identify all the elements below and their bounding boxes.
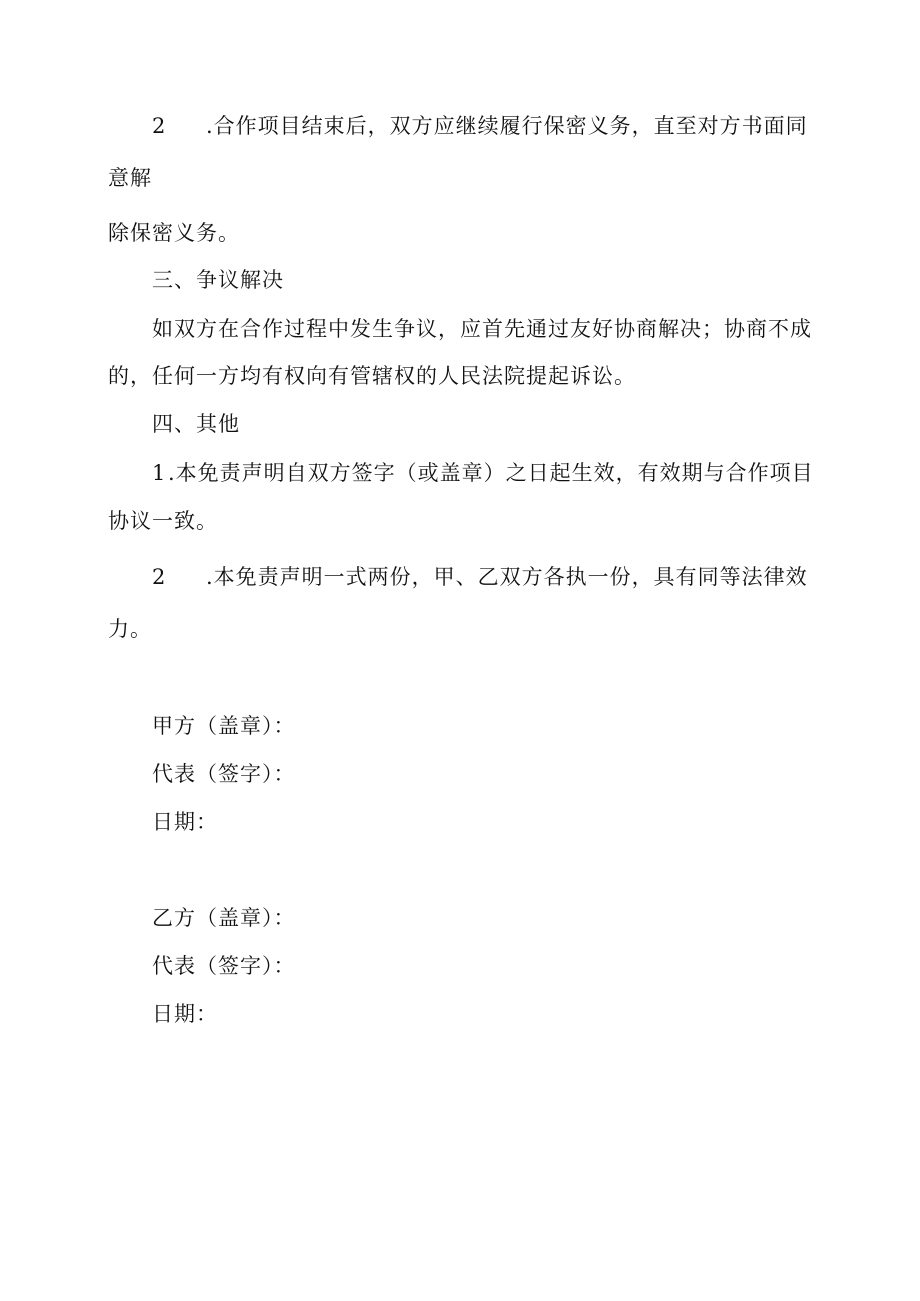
item-1-line-1: [152, 459, 814, 487]
section-heading-other: 四、其他: [152, 412, 240, 436]
item-text: .本免责声明一式两份，甲、乙双方各执一份，具有同等法律效: [206, 565, 808, 589]
party-b-date: 日期：: [152, 1002, 218, 1026]
item-text: .本免责声明自双方签字（或盖章）之日起生效，有效期与合作项目: [168, 461, 814, 485]
item-number: 1: [152, 461, 167, 485]
clause-2-line-2: 意解: [108, 166, 152, 190]
party-b-representative: 代表（签字）：: [152, 954, 296, 978]
section-heading-dispute: 三、争议解决: [152, 268, 284, 292]
item-number: 2: [152, 565, 167, 589]
item-1-line-2: 协议一致。: [108, 509, 218, 533]
clause-text: .合作项目结束后，双方应继续履行保密义务，直至对方书面同: [206, 114, 808, 138]
party-a-representative: 代表（签字）：: [152, 762, 296, 786]
item-2-line-1: [152, 563, 808, 591]
clause-2-line-1: [152, 112, 808, 140]
party-a-date: 日期：: [152, 810, 218, 834]
section-3-line-1: 如双方在合作过程中发生争议，应首先通过友好协商解决；协商不成: [152, 317, 812, 341]
clause-number: 2: [152, 114, 167, 138]
party-b-seal: 乙方（盖章）：: [152, 906, 296, 930]
item-2-line-2: 力。: [108, 617, 152, 641]
party-a-seal: 甲方（盖章）：: [152, 714, 296, 738]
section-3-line-2: 的，任何一方均有权向有管辖权的人民法院提起诉讼。: [108, 364, 636, 388]
clause-2-line-3: 除保密义务。: [108, 221, 240, 245]
